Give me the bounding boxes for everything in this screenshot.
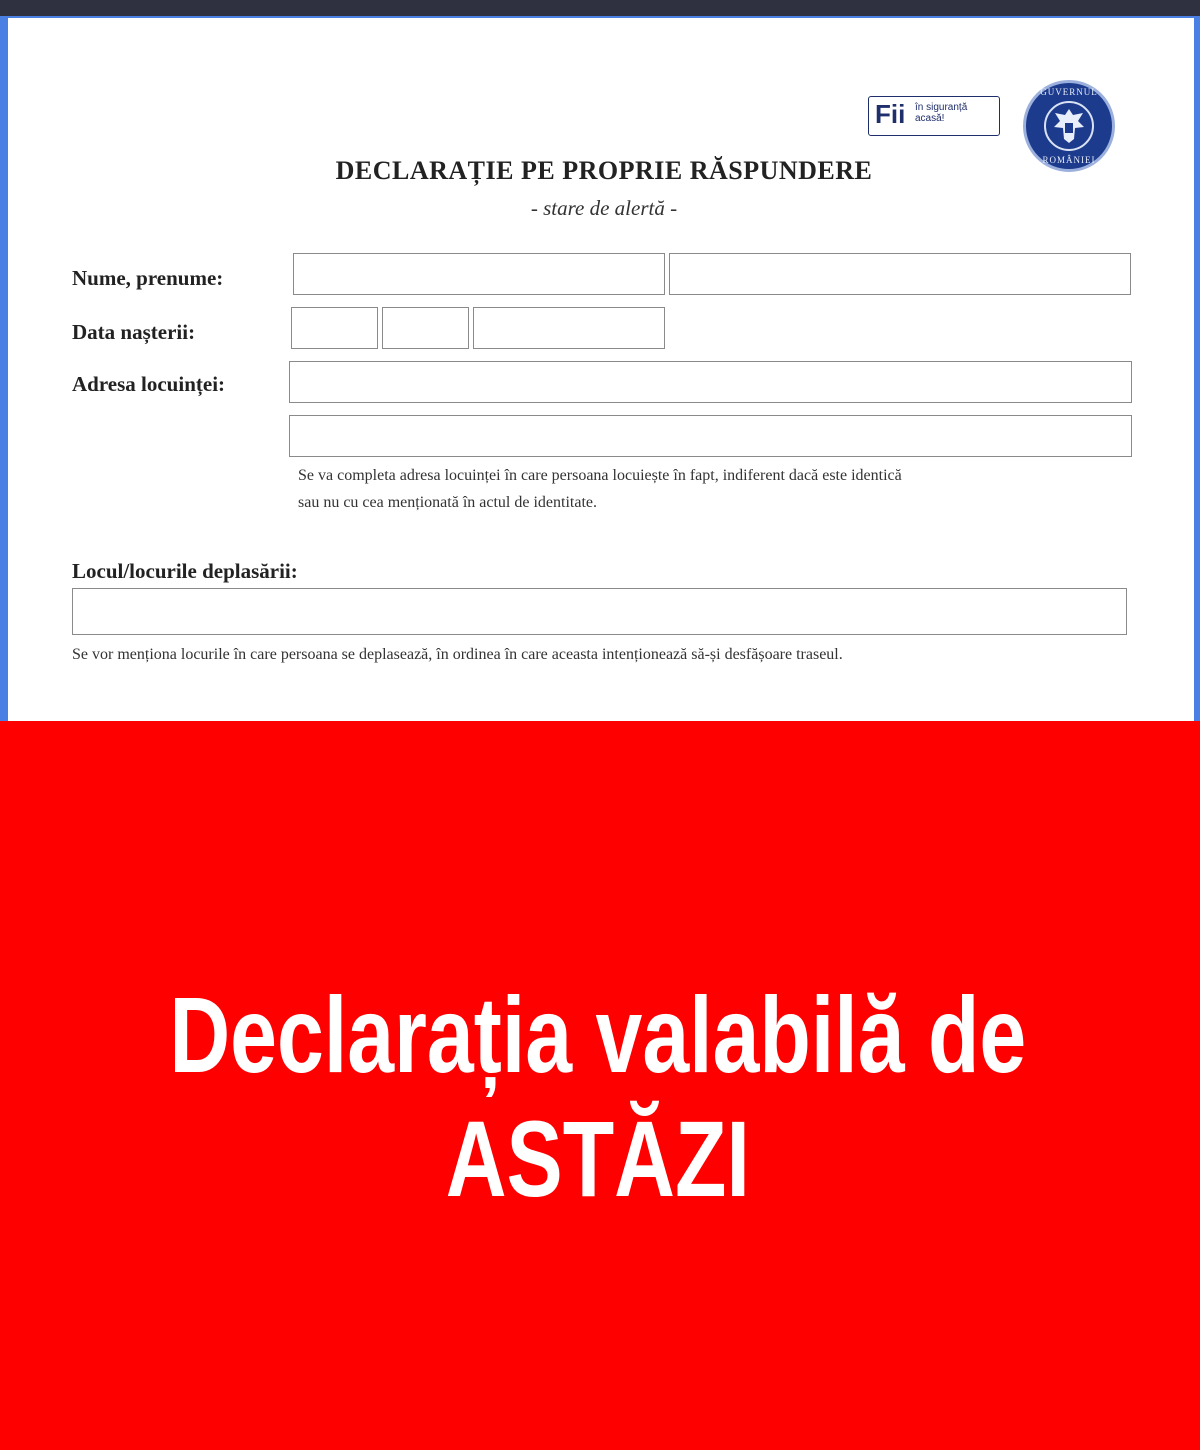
address-field-line1[interactable] xyxy=(289,361,1132,403)
eagle-icon xyxy=(1050,105,1088,147)
seal-top-text: GUVERNUL xyxy=(1040,87,1098,97)
birth-month-field[interactable] xyxy=(382,307,469,349)
badge-fii: Fii xyxy=(875,99,906,129)
address-label: Adresa locuinței: xyxy=(72,372,226,396)
banner-headline xyxy=(130,973,1066,1221)
birth-date-label: Data nașterii: xyxy=(72,320,196,344)
address-field-line2[interactable] xyxy=(289,415,1132,457)
top-bar xyxy=(0,0,1200,16)
places-field[interactable] xyxy=(72,588,1127,635)
headline-line1: Declarația valabilă de xyxy=(169,974,1027,1095)
document-subtitle: - stare de alertă - xyxy=(530,196,678,220)
birth-day-field[interactable] xyxy=(291,307,378,349)
headline-line2: ASTĂZI xyxy=(445,1098,750,1219)
last-name-field[interactable] xyxy=(293,253,665,295)
name-label: Nume, prenume: xyxy=(72,266,224,290)
address-note-line2: sau nu cu cea menționată în actul de identitate. xyxy=(298,494,597,511)
places-note: Se vor menționa locurile în care persoana se deplasează, în ordinea în care aceasta intenționează să-și desfășoare traseul. xyxy=(72,646,843,663)
birth-year-field[interactable] xyxy=(473,307,665,349)
places-label: Locul/locurile deplasării: xyxy=(72,559,298,583)
first-name-field[interactable] xyxy=(669,253,1131,295)
seal-bottom-text: ROMÂNIEI xyxy=(1042,155,1096,165)
declaration-document xyxy=(8,18,1194,723)
address-note-line1: Se va completa adresa locuinței în care persoana locuiește în fapt, indiferent dacă este identică xyxy=(298,467,902,484)
fii-in-siguranta-badge xyxy=(868,96,1000,136)
badge-motto: în siguranță acasă! xyxy=(915,102,968,124)
document-title: DECLARAȚIE PE PROPRIE RĂSPUNDERE xyxy=(335,156,873,185)
red-banner xyxy=(0,721,1200,1450)
